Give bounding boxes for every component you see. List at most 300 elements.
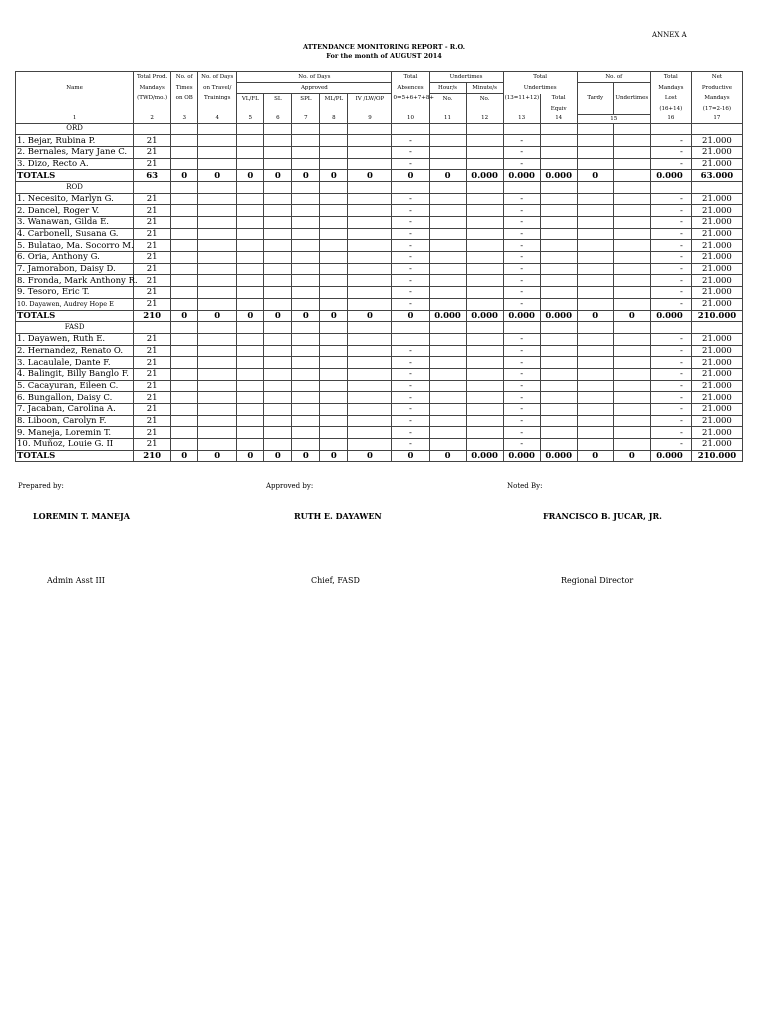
absences-cell (392, 333, 429, 345)
employee-name: 5. Cacayuran, Eileen C. (16, 380, 134, 392)
column-number: 9 (348, 114, 392, 123)
empty-cell (320, 333, 348, 345)
absences-cell: - (392, 275, 429, 287)
empty-cell (348, 228, 392, 240)
empty-cell (429, 263, 466, 275)
total-cell: 0.000 (540, 170, 577, 182)
empty-cell (577, 228, 613, 240)
column-number: 13 (503, 114, 540, 123)
empty-cell (198, 181, 237, 193)
empty-cell (171, 193, 198, 205)
total-cell: 0 (392, 310, 429, 322)
empty-cell (320, 357, 348, 369)
empty-cell (292, 404, 320, 416)
empty-cell (292, 158, 320, 170)
empty-cell (429, 368, 466, 380)
mandays-cell: 21 (134, 252, 171, 264)
empty-cell (429, 228, 466, 240)
blank (292, 104, 320, 114)
empty-cell (613, 404, 650, 416)
empty-cell (466, 123, 503, 135)
total-cell: 210 (134, 450, 171, 462)
employee-name: 4. Balingit, Billy Banglo F. (16, 368, 134, 380)
total-undertimes-cell: - (503, 392, 540, 404)
empty-cell (320, 158, 348, 170)
times-header: No. of (171, 72, 198, 83)
lost-header: Total (650, 72, 691, 83)
employee-name: 6. Bungallon, Daisy C. (16, 392, 134, 404)
table-row (16, 263, 743, 275)
approved-by-position: Chief, FASD (311, 576, 360, 585)
table-row (16, 392, 743, 404)
empty-cell (348, 217, 392, 229)
empty-cell (171, 228, 198, 240)
empty-cell (198, 217, 237, 229)
hours-header: Hour/s (429, 83, 466, 94)
table-row (16, 287, 743, 299)
total-cell: 0.000 (650, 450, 691, 462)
empty-cell (429, 415, 466, 427)
iwop-header: IV /LW/OP (348, 94, 392, 105)
empty-cell (237, 135, 264, 147)
empty-cell (134, 322, 171, 334)
empty-cell (292, 287, 320, 299)
empty-cell (198, 392, 237, 404)
empty-cell (613, 123, 650, 135)
empty-cell (320, 135, 348, 147)
empty-cell (264, 392, 292, 404)
total-cell: 0 (320, 170, 348, 182)
empty-cell (292, 252, 320, 264)
empty-cell (320, 322, 348, 334)
column-number: 7 (292, 114, 320, 123)
empty-cell (134, 123, 171, 135)
mandays-cell: 21 (134, 404, 171, 416)
totals-label: TOTALS (16, 450, 134, 462)
mandays-lost-cell: - (650, 252, 691, 264)
empty-cell (577, 217, 613, 229)
total-undertimes-cell: - (503, 205, 540, 217)
days-header: No. of Days (237, 72, 392, 83)
net-mandays-cell: 21.000 (691, 392, 742, 404)
empty-cell (429, 240, 466, 252)
mandays-cell: 21 (134, 228, 171, 240)
empty-cell (503, 123, 540, 135)
column-number: 15 (577, 114, 650, 123)
total-cell: 0.000 (650, 310, 691, 322)
empty-cell (292, 181, 320, 193)
empty-cell (691, 322, 742, 334)
empty-cell (292, 368, 320, 380)
empty-cell (577, 135, 613, 147)
travel-header: No. of Days (198, 72, 237, 83)
empty-cell (264, 275, 292, 287)
empty-cell (198, 287, 237, 299)
empty-cell (264, 287, 292, 299)
empty-cell (320, 240, 348, 252)
total-cell: 0 (348, 170, 392, 182)
empty-cell (540, 380, 577, 392)
empty-cell (171, 205, 198, 217)
lost-header-3: Lost (650, 94, 691, 105)
total-cell: 0 (171, 170, 198, 182)
empty-cell (237, 298, 264, 310)
empty-cell (198, 123, 237, 135)
empty-cell (540, 263, 577, 275)
empty-cell (264, 205, 292, 217)
employee-name: 8. Fronda, Mark Anthony R. (17, 275, 138, 286)
column-number-row (16, 114, 743, 123)
empty-cell (577, 240, 613, 252)
empty-cell (613, 357, 650, 369)
section-label: FASD (16, 322, 134, 334)
name-header-blank (16, 94, 134, 105)
prepared-by-label: Prepared by: (18, 482, 64, 490)
total-cell: 0 (613, 310, 650, 322)
employee-name: 4. Carbonell, Susana G. (16, 228, 134, 240)
section-label: ROD (16, 181, 134, 193)
empty-cell (540, 439, 577, 451)
absences-cell: - (392, 135, 429, 147)
empty-cell (348, 146, 392, 158)
empty-cell (264, 181, 292, 193)
empty-cell (320, 404, 348, 416)
empty-cell (348, 380, 392, 392)
total-undertimes-cell: - (503, 368, 540, 380)
total-cell: 0.000 (503, 310, 540, 322)
empty-cell (429, 252, 466, 264)
empty-cell (429, 427, 466, 439)
totals-row (16, 170, 743, 182)
empty-cell (198, 135, 237, 147)
empty-cell (466, 275, 503, 287)
absences-cell: - (392, 368, 429, 380)
total-undertimes-cell: - (503, 298, 540, 310)
empty-cell (613, 252, 650, 264)
empty-cell (577, 415, 613, 427)
empty-cell (171, 333, 198, 345)
total-cell: 0 (429, 170, 466, 182)
empty-cell (540, 135, 577, 147)
mandays-cell: 21 (134, 357, 171, 369)
mandays-lost-cell: - (650, 357, 691, 369)
empty-cell (320, 287, 348, 299)
empty-cell (237, 275, 264, 287)
mandays-lost-cell: - (650, 158, 691, 170)
empty-cell (198, 193, 237, 205)
empty-cell (198, 415, 237, 427)
empty-cell (292, 298, 320, 310)
employee-name: 5. Bulatao, Ma. Socorro M. (17, 240, 134, 251)
empty-cell (320, 228, 348, 240)
empty-cell (466, 217, 503, 229)
empty-cell (198, 240, 237, 252)
empty-cell (320, 181, 348, 193)
mandays-lost-cell: - (650, 146, 691, 158)
net-header: Net (691, 72, 742, 83)
employee-name: 3. Wanawan, Gilda E. (16, 217, 134, 229)
table-row (16, 240, 743, 252)
times-header-2: Times (171, 83, 198, 94)
empty-cell (503, 181, 540, 193)
table-row (16, 205, 743, 217)
empty-cell (171, 158, 198, 170)
empty-cell (429, 404, 466, 416)
empty-cell (613, 415, 650, 427)
lost-header-4: (16+14) (650, 104, 691, 114)
total-undertimes-cell: - (503, 263, 540, 275)
empty-cell (237, 193, 264, 205)
empty-cell (540, 404, 577, 416)
empty-cell (292, 275, 320, 287)
total-cell: 0 (577, 450, 613, 462)
mandays-cell: 21 (134, 205, 171, 217)
empty-cell (348, 193, 392, 205)
empty-cell (540, 123, 577, 135)
net-mandays-cell: 21.000 (691, 345, 742, 357)
empty-cell (613, 135, 650, 147)
empty-cell (577, 263, 613, 275)
undertimes-header: Undertimes (429, 72, 503, 83)
empty-cell (577, 146, 613, 158)
empty-cell (237, 228, 264, 240)
mandays-cell: 21 (134, 263, 171, 275)
mandays-lost-cell: - (650, 439, 691, 451)
mandays-lost-cell: - (650, 345, 691, 357)
total-undertimes-cell: - (503, 193, 540, 205)
header-row (16, 72, 743, 83)
empty-cell (348, 287, 392, 299)
empty-cell (613, 181, 650, 193)
empty-cell (348, 123, 392, 135)
column-number: 1 (16, 114, 134, 123)
empty-cell (292, 427, 320, 439)
empty-cell (540, 357, 577, 369)
net-mandays-cell: 21.000 (691, 146, 742, 158)
empty-cell (429, 193, 466, 205)
empty-cell (613, 193, 650, 205)
empty-cell (392, 322, 429, 334)
total-undertimes-cell: - (503, 252, 540, 264)
empty-cell (466, 181, 503, 193)
empty-cell (264, 240, 292, 252)
absences-cell: - (392, 439, 429, 451)
empty-cell (577, 123, 613, 135)
mandays-lost-cell: - (650, 193, 691, 205)
empty-cell (348, 298, 392, 310)
empty-cell (348, 158, 392, 170)
empty-cell (613, 263, 650, 275)
table-row (16, 357, 743, 369)
vlfl-header: VL/FL (237, 94, 264, 105)
empty-cell (237, 415, 264, 427)
empty-cell (171, 146, 198, 158)
table-row (16, 427, 743, 439)
employee-name: 6. Oria, Anthony G. (16, 252, 134, 264)
empty-cell (198, 298, 237, 310)
total-cell: 0.000 (429, 310, 466, 322)
empty-cell (171, 298, 198, 310)
total-cell: 0 (264, 310, 292, 322)
empty-cell (466, 240, 503, 252)
total-undertimes-cell: - (503, 439, 540, 451)
empty-cell (577, 345, 613, 357)
mandays-cell: 21 (134, 439, 171, 451)
noted-by-name: FRANCISCO B. JUCAR, JR. (543, 511, 662, 521)
empty-cell (237, 427, 264, 439)
empty-cell (320, 439, 348, 451)
empty-cell (198, 205, 237, 217)
section-label: ORD (16, 123, 134, 135)
total-cell: 0 (392, 450, 429, 462)
empty-cell (348, 439, 392, 451)
empty-cell (540, 228, 577, 240)
empty-cell (466, 228, 503, 240)
mandays-cell: 21 (134, 275, 171, 287)
empty-cell (503, 322, 540, 334)
total-cell: 210.000 (691, 450, 742, 462)
empty-cell (429, 275, 466, 287)
empty-cell (348, 135, 392, 147)
total-cell: 0 (348, 450, 392, 462)
empty-cell (264, 123, 292, 135)
section-row (16, 181, 743, 193)
net-mandays-cell: 21.000 (691, 427, 742, 439)
empty-cell (429, 380, 466, 392)
empty-cell (466, 158, 503, 170)
total-cell: 0 (237, 450, 264, 462)
empty-cell (540, 427, 577, 439)
mandays-cell: 21 (134, 193, 171, 205)
empty-cell (613, 392, 650, 404)
empty-cell (264, 357, 292, 369)
column-number: 8 (320, 114, 348, 123)
empty-cell (198, 439, 237, 451)
total-cell: 0 (392, 170, 429, 182)
employee-name: 2. Dancel, Roger V. (16, 205, 134, 217)
empty-cell (540, 368, 577, 380)
column-number: 6 (264, 114, 292, 123)
mandays-cell: 21 (134, 146, 171, 158)
empty-cell (198, 228, 237, 240)
total-undertimes-cell: - (503, 333, 540, 345)
empty-cell (264, 333, 292, 345)
total-cell: 210 (134, 310, 171, 322)
empty-cell (577, 158, 613, 170)
empty-cell (540, 252, 577, 264)
travel-header-3: Trainings (198, 94, 237, 105)
column-number: 5 (237, 114, 264, 123)
empty-cell (264, 146, 292, 158)
empty-cell (292, 205, 320, 217)
empty-cell (577, 380, 613, 392)
spl-header: SPL (292, 94, 320, 105)
blank (320, 104, 348, 114)
table-row (16, 193, 743, 205)
empty-cell (320, 415, 348, 427)
undertimes2-header: Undertimes (613, 83, 650, 115)
empty-cell (577, 205, 613, 217)
total-undertimes-cell: - (503, 357, 540, 369)
table-row (16, 275, 743, 287)
total-undertimes-header: Total (503, 72, 577, 83)
total-cell: 0 (237, 170, 264, 182)
empty-cell (540, 205, 577, 217)
empty-cell (540, 392, 577, 404)
approved-by-name: RUTH E. DAYAWEN (294, 511, 382, 521)
travel-header-2: on Travel/ (198, 83, 237, 94)
blank (392, 104, 429, 114)
empty-cell (348, 205, 392, 217)
absences-cell: - (392, 158, 429, 170)
empty-cell (466, 263, 503, 275)
total-cell: 0 (577, 170, 613, 182)
empty-cell (429, 146, 466, 158)
empty-cell (171, 404, 198, 416)
blank (198, 104, 237, 114)
empty-cell (429, 217, 466, 229)
empty-cell (264, 263, 292, 275)
total-cell: 0 (264, 450, 292, 462)
empty-cell (292, 439, 320, 451)
empty-cell (466, 439, 503, 451)
empty-cell (540, 240, 577, 252)
empty-cell (577, 252, 613, 264)
prepared-by-position: Admin Asst III (47, 576, 105, 585)
total-undertimes-cell: - (503, 228, 540, 240)
empty-cell (691, 181, 742, 193)
mandays-lost-cell: - (650, 275, 691, 287)
total-cell: 0 (292, 170, 320, 182)
empty-cell (540, 415, 577, 427)
empty-cell (429, 158, 466, 170)
empty-cell (429, 135, 466, 147)
empty-cell (613, 217, 650, 229)
column-number: 17 (691, 114, 742, 123)
mandays-lost-cell: - (650, 380, 691, 392)
report-subtitle: For the month of AUGUST 2014 (326, 52, 442, 60)
empty-cell (429, 322, 466, 334)
employee-name: 1. Necesito, Marlyn G. (16, 193, 134, 205)
empty-cell (171, 380, 198, 392)
table-row (16, 380, 743, 392)
column-number: 3 (171, 114, 198, 123)
total-undertimes-cell: - (503, 158, 540, 170)
mandays-cell: 21 (134, 427, 171, 439)
empty-cell (348, 404, 392, 416)
empty-cell (320, 263, 348, 275)
total-undertimes-cell: - (503, 380, 540, 392)
empty-cell (320, 427, 348, 439)
total-cell (613, 170, 650, 182)
empty-cell (292, 228, 320, 240)
net-mandays-cell: 21.000 (691, 205, 742, 217)
net-mandays-cell: 21.000 (691, 275, 742, 287)
empty-cell (613, 228, 650, 240)
empty-cell (429, 298, 466, 310)
net-mandays-cell: 21.000 (691, 368, 742, 380)
mandays-lost-cell: - (650, 217, 691, 229)
empty-cell (348, 333, 392, 345)
mandays-cell: 21 (134, 240, 171, 252)
absences-cell: - (392, 415, 429, 427)
empty-cell (198, 333, 237, 345)
empty-cell (540, 345, 577, 357)
empty-cell (466, 287, 503, 299)
total-cell: 0 (577, 310, 613, 322)
annex-label: ANNEX A (652, 31, 687, 39)
empty-cell (237, 205, 264, 217)
